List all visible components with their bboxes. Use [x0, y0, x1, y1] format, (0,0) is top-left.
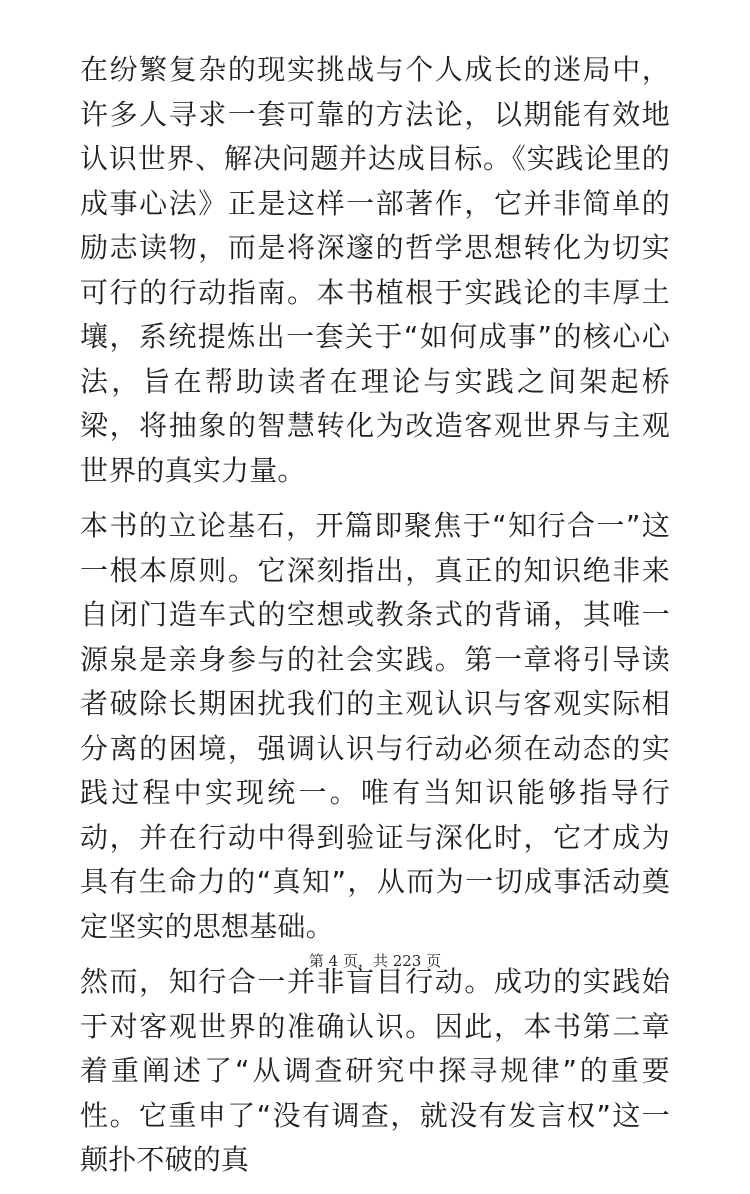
paragraph-knowledge-action: 本书的立论基石，开篇即聚焦于“知行合一”这一根本原则。它深刻指出，真正的知识绝非来自闭门造车式的空想或教条式的背诵，其唯一源泉是亲身参与的社会实践。第一章将引导读者破除长期困扰我们的主观认识与客观实际相分离的困境，强调认识与行动必须在动态的实践过程中实现统一。唯有当知识能够指导行动，并在行动中得到验证与深化时，它才成为具有生命力的“真知”，从而为一切成事活动奠定坚实的思想基础。	[80, 509, 670, 943]
document-body	[80, 48, 670, 1194]
paragraph-intro: 在纷繁复杂的现实挑战与个人成长的迷局中，许多人寻求一套可靠的方法论，以期能有效地认识世界、解决问题并达成目标。《实践论里的成事心法》正是这样一部著作，它并非简单的励志读物，而是将深邃的哲学思想转化为切实可行的行动指南。本书植根于实践论的丰厚土壤，系统提炼出一套关于“如何成事”的核心心法，旨在帮助读者在理论与实践之间架起桥梁，将抽象的智慧转化为改造客观世界与主观世界的真实力量。	[80, 53, 670, 487]
page-number-footer: 第 4 页，共 223 页	[308, 952, 442, 970]
paragraph-investigation: 然而，知行合一并非盲目行动。成功的实践始于对客观世界的准确认识。因此，本书第二章着重阐述了“从调查研究中探寻规律”的重要性。它重申了“没有调查，就没有发言权”这一颠扑不破的真	[80, 965, 670, 1176]
